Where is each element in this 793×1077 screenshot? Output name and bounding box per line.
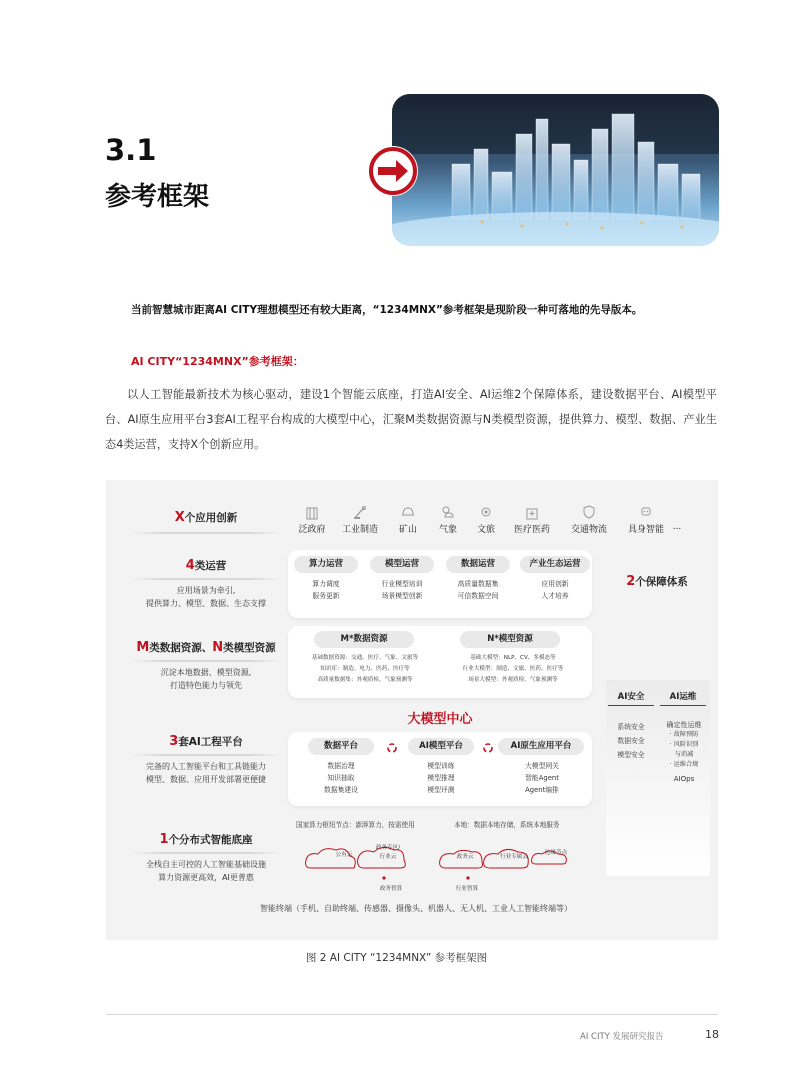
terminal-text: 智能终端（手机、自助终端、传感器、摄像头、机器人、无人机、工业人工智能终端等） <box>260 904 572 913</box>
eng-col: 模型训练 模型推理 模型评测 <box>427 762 455 794</box>
mn-desc: 沉淀本地数据、模型资源, 打造特色能力与领先 <box>160 668 252 690</box>
section-title: 参考框架 <box>105 182 210 212</box>
section-number: 3.1 <box>105 133 157 167</box>
security-title: AI安全 <box>608 690 654 706</box>
eng-col: 大模型网关 智能Agent Agent编排 <box>525 762 559 794</box>
app-manufacturing: 工业制造 <box>339 504 381 535</box>
cycle-icon <box>386 739 398 758</box>
cloud-label: 边缘节点 <box>544 850 568 856</box>
app-embodied: 具身智能 <box>625 504 667 535</box>
security-items: 系统安全 数据安全 模型安全 <box>617 723 645 759</box>
eng-pill: AI原生应用平台 <box>498 738 584 755</box>
eng-panel <box>288 732 592 806</box>
cloud-label: 政务专区/ 行业云 <box>375 845 401 860</box>
eng-pill: AI模型平台 <box>408 738 474 755</box>
eng-col: 数据治理 知识抽取 数据集建设 <box>324 762 358 794</box>
helmet-icon <box>400 504 416 520</box>
guarantee-title: 2个保障体系 <box>626 574 688 589</box>
divider <box>131 578 281 580</box>
body-paragraph: 以人工智能最新技术为核心驱动，建设1个智能云底座，打造AI安全、AI运维2个保障体系，建设数据平台、AI模型平台、AI原生应用平台3套AI工程平台构成的大模型中心，汇聚M类数据资源与N类模型资源，提供算力、模型、数据、产业生态4类运营，支持X个创新应用。 <box>105 388 717 451</box>
gear-icon <box>478 504 494 520</box>
page-number: 18 <box>705 1028 719 1041</box>
shield-icon <box>581 504 597 520</box>
base-top-left: 国家算力枢纽节点：澎湃算力，按需使用 <box>296 821 415 829</box>
robot-icon <box>638 504 654 520</box>
footer-divider <box>106 1014 718 1015</box>
divider <box>131 754 281 756</box>
app-tourism: 文旅 <box>465 504 507 535</box>
base-title: 1个分布式智能底座 <box>159 832 253 847</box>
app-mine: 矿山 <box>387 504 429 535</box>
eng-pill: 数据平台 <box>308 738 374 755</box>
n-lines: 基础大模型：NLP、CV、多模态等 行业大模型：制造、文旅、医药、医疗等 场景大模型：外观质检、气象预测等 <box>462 655 564 683</box>
app-logistics: 交通物流 <box>568 504 610 535</box>
footer-title: AI CITY 发展研究报告 <box>580 1032 664 1042</box>
center-title: 大模型中心 <box>407 712 473 727</box>
ops-desc: 应用场景为牵引, 提供算力、模型、数据、生态支撑 <box>146 586 266 608</box>
divider <box>131 660 281 662</box>
ops-col: 算力调度 服务更新 <box>312 580 340 600</box>
n-pill: N*模型资源 <box>460 631 560 648</box>
ops-panel <box>288 550 592 618</box>
sun-cloud-icon <box>440 504 456 520</box>
ops-guarantee-items: 确定性运维 · 故障预防 · 风险识别 与消减 · 运维合规 AIOps <box>666 721 702 783</box>
cloud-label: 行业专属云 <box>500 854 528 860</box>
ops-col: 应用创新 人才培养 <box>541 580 569 600</box>
hero-city-image <box>392 94 719 246</box>
eng-title: 3套AI工程平台 <box>169 734 243 749</box>
ops-pill: 算力运营 <box>294 556 358 573</box>
arrow-circle-icon <box>366 144 420 198</box>
base-bottom-industry: 行业智算 <box>455 886 479 892</box>
ops-pill: 模型运营 <box>370 556 434 573</box>
ops-col: 高质量数据集 可信数据空间 <box>457 580 499 600</box>
ops-pill: 产业生态运营 <box>520 556 590 573</box>
hospital-icon <box>524 504 540 520</box>
cycle-icon <box>482 739 494 758</box>
m-pill: M*数据资源 <box>314 631 414 648</box>
ops-col: 行业模型培训 场景模型创新 <box>381 580 423 600</box>
base-top-right: 本地：数据本地存储，系统本地服务 <box>454 821 560 829</box>
x-apps-title: X个应用创新 <box>174 510 238 525</box>
building-icon <box>304 504 320 520</box>
divider <box>131 532 281 534</box>
app-gov: 泛政府 <box>291 504 333 535</box>
app-more: ... <box>672 522 682 532</box>
robot-arm-icon <box>352 504 368 520</box>
cloud-label: 政务云 <box>456 854 474 860</box>
cloud-label: 公有云 <box>335 852 353 858</box>
lead-sentence: 当前智慧城市距离AI CITY理想模型还有较大距离，“1234MNX”参考框架是现阶段一种可落地的先导版本。 <box>131 304 643 316</box>
ops-title: 4类运营 <box>185 558 227 573</box>
framework-diagram <box>106 480 718 940</box>
divider <box>131 852 281 854</box>
mn-title: M类数据资源、N类模型资源 <box>136 640 276 655</box>
base-bottom-gov: 政务智算 <box>379 886 403 892</box>
app-medical: 医疗医药 <box>511 504 553 535</box>
figure-caption: 图 2 AI CITY “1234MNX” 参考框架图 <box>305 952 488 964</box>
m-lines: 基础数据资源：交通、医疗、气象、文旅等 知识库：制造、电力、医药、医疗等 高质量数据集：外观质检、气象预测等 <box>311 655 419 683</box>
sub-heading: AI CITY“1234MNX”参考框架： <box>131 355 304 368</box>
app-weather: 气象 <box>427 504 469 535</box>
base-desc: 全栈自主可控的人工智能基础设施 算力资源更高效，AI更普惠 <box>146 860 266 882</box>
ops-guarantee-title: AI运维 <box>660 690 706 706</box>
mn-panel <box>288 626 592 698</box>
eng-desc: 完备的人工智能平台和工具链能力 模型、数据、应用开发部署更便捷 <box>146 762 266 784</box>
ops-pill: 数据运营 <box>446 556 510 573</box>
